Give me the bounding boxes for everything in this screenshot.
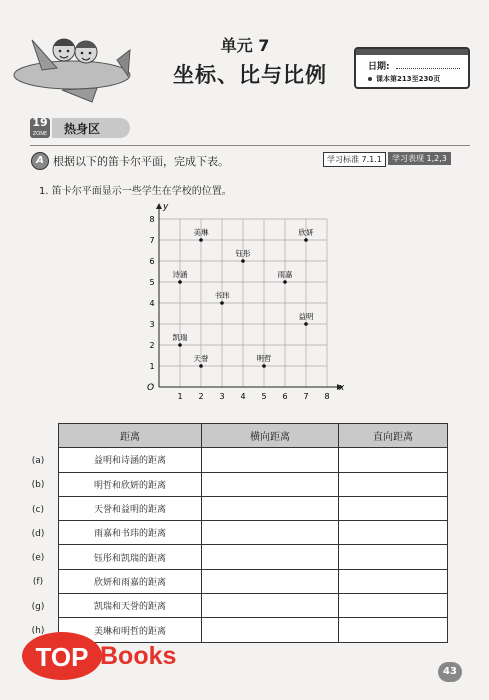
unit-title: 坐标、比与比例 [173, 63, 327, 87]
textbook-pages-text: 课本第213至230页 [376, 75, 441, 83]
chart-grid [159, 219, 327, 387]
learning-standard-tag: 学习标准 7.1.1 [323, 152, 386, 167]
data-point [199, 238, 203, 242]
question-1-text: 1. 笛卡尔平面显示一些学生在学校的位置。 [39, 186, 232, 197]
horizontal-distance-answer[interactable] [202, 569, 339, 593]
table-header-row [59, 424, 448, 448]
point-label: 书玮 [214, 291, 230, 300]
warmup-icon-number: 19 [32, 116, 48, 129]
point-label: 诗涵 [172, 270, 188, 279]
horizontal-distance-answer[interactable] [202, 448, 339, 472]
header-distance: 距离 [59, 424, 202, 448]
vertical-distance-answer[interactable] [339, 472, 448, 496]
vertical-distance-answer[interactable] [339, 496, 448, 520]
distance-pair-cell: 明哲和欣妍的距离 [59, 472, 202, 496]
row-labels [28, 449, 48, 643]
y-tick-label: 3 [149, 320, 155, 329]
row-label: (g) [31, 601, 45, 612]
table-row [59, 521, 448, 545]
topbooks-watermark-logo [16, 626, 196, 686]
chart-ticks [149, 215, 329, 401]
x-tick-label: 2 [198, 392, 204, 401]
table-row [59, 448, 448, 472]
x-tick-label: 6 [282, 392, 288, 401]
point-label: 钰彤 [235, 249, 251, 258]
horizontal-distance-answer[interactable] [202, 496, 339, 520]
point-label: 美琳 [193, 228, 209, 237]
x-axis-label: x [339, 383, 345, 393]
point-label: 欣妍 [298, 228, 314, 237]
distance-pair-cell: 美琳和明哲的距离 [59, 618, 202, 642]
y-axis-arrow-icon [156, 203, 162, 209]
y-tick-label: 6 [149, 257, 155, 266]
vertical-distance-answer[interactable] [339, 594, 448, 618]
performance-tag: 学习表现 1,2,3 [388, 152, 451, 165]
row-label: (f) [32, 577, 44, 588]
header-vertical-distance: 直向距离 [339, 424, 448, 448]
data-point [241, 259, 245, 263]
origin-label: O [147, 383, 155, 393]
section-a-badge: A [31, 152, 49, 170]
data-point [304, 322, 308, 326]
y-tick-label: 4 [149, 299, 155, 308]
data-point [199, 364, 203, 368]
distance-table [58, 423, 448, 643]
distance-pair-cell: 雨嘉和书玮的距离 [59, 521, 202, 545]
point-label: 明哲 [256, 354, 272, 363]
row-label: (e) [31, 553, 45, 564]
vertical-distance-answer[interactable] [339, 569, 448, 593]
row-label: (h) [31, 626, 45, 637]
data-point [262, 364, 266, 368]
y-tick-label: 7 [149, 236, 155, 245]
horizontal-distance-answer[interactable] [202, 472, 339, 496]
y-tick-label: 5 [149, 278, 155, 287]
horizontal-distance-answer[interactable] [202, 521, 339, 545]
horizontal-distance-answer[interactable] [202, 594, 339, 618]
x-tick-label: 8 [324, 392, 330, 401]
vertical-distance-answer[interactable] [339, 448, 448, 472]
row-label: (d) [31, 528, 45, 539]
x-tick-label: 7 [303, 392, 309, 401]
header-horizontal-distance: 横向距离 [202, 424, 339, 448]
x-tick-label: 5 [261, 392, 267, 401]
data-point [283, 280, 287, 284]
row-label: (b) [31, 480, 45, 491]
table-row [59, 569, 448, 593]
data-point [304, 238, 308, 242]
distance-pair-cell: 凯瑞和天誉的距离 [59, 594, 202, 618]
y-axis-label: y [163, 202, 169, 212]
vertical-distance-answer[interactable] [339, 521, 448, 545]
table-row [59, 496, 448, 520]
horizontal-distance-answer[interactable] [202, 618, 339, 642]
distance-pair-cell: 益明和诗涵的距离 [59, 448, 202, 472]
date-label: 日期: [368, 62, 390, 72]
table-row [59, 472, 448, 496]
svg-text:TOP: TOP [35, 642, 89, 672]
data-point [178, 280, 182, 284]
point-label: 益明 [298, 312, 314, 321]
point-label: 天誉 [193, 354, 209, 363]
warmup-label: 热身区 [64, 122, 101, 136]
warmup-icon-sub: ZONE [32, 131, 48, 137]
point-label: 凯瑞 [172, 333, 188, 342]
table-row [59, 545, 448, 569]
distance-pair-cell: 钰彤和凯瑞的距离 [59, 545, 202, 569]
distance-pair-cell: 欣妍和雨嘉的距离 [59, 569, 202, 593]
horizontal-distance-answer[interactable] [202, 545, 339, 569]
table-row [59, 594, 448, 618]
x-tick-label: 1 [177, 392, 183, 401]
distance-pair-cell: 天誉和益明的距离 [59, 496, 202, 520]
section-a-instruction: 根据以下的笛卡尔平面，完成下表。 [53, 155, 229, 168]
point-label: 雨嘉 [277, 270, 293, 279]
page-number: 43 [438, 662, 462, 682]
svg-text:Books: Books [100, 642, 177, 670]
vertical-distance-answer[interactable] [339, 618, 448, 642]
y-tick-label: 2 [149, 341, 155, 350]
unit-number: 单元 7 [220, 36, 270, 55]
vertical-distance-answer[interactable] [339, 545, 448, 569]
data-point [220, 301, 224, 305]
row-label: (a) [31, 456, 45, 466]
data-point [178, 343, 182, 347]
y-tick-label: 1 [149, 362, 155, 371]
x-tick-label: 3 [219, 392, 225, 401]
row-label: (c) [32, 504, 44, 515]
x-tick-label: 4 [240, 392, 246, 401]
y-tick-label: 8 [149, 215, 155, 224]
chart-axes [147, 202, 345, 393]
